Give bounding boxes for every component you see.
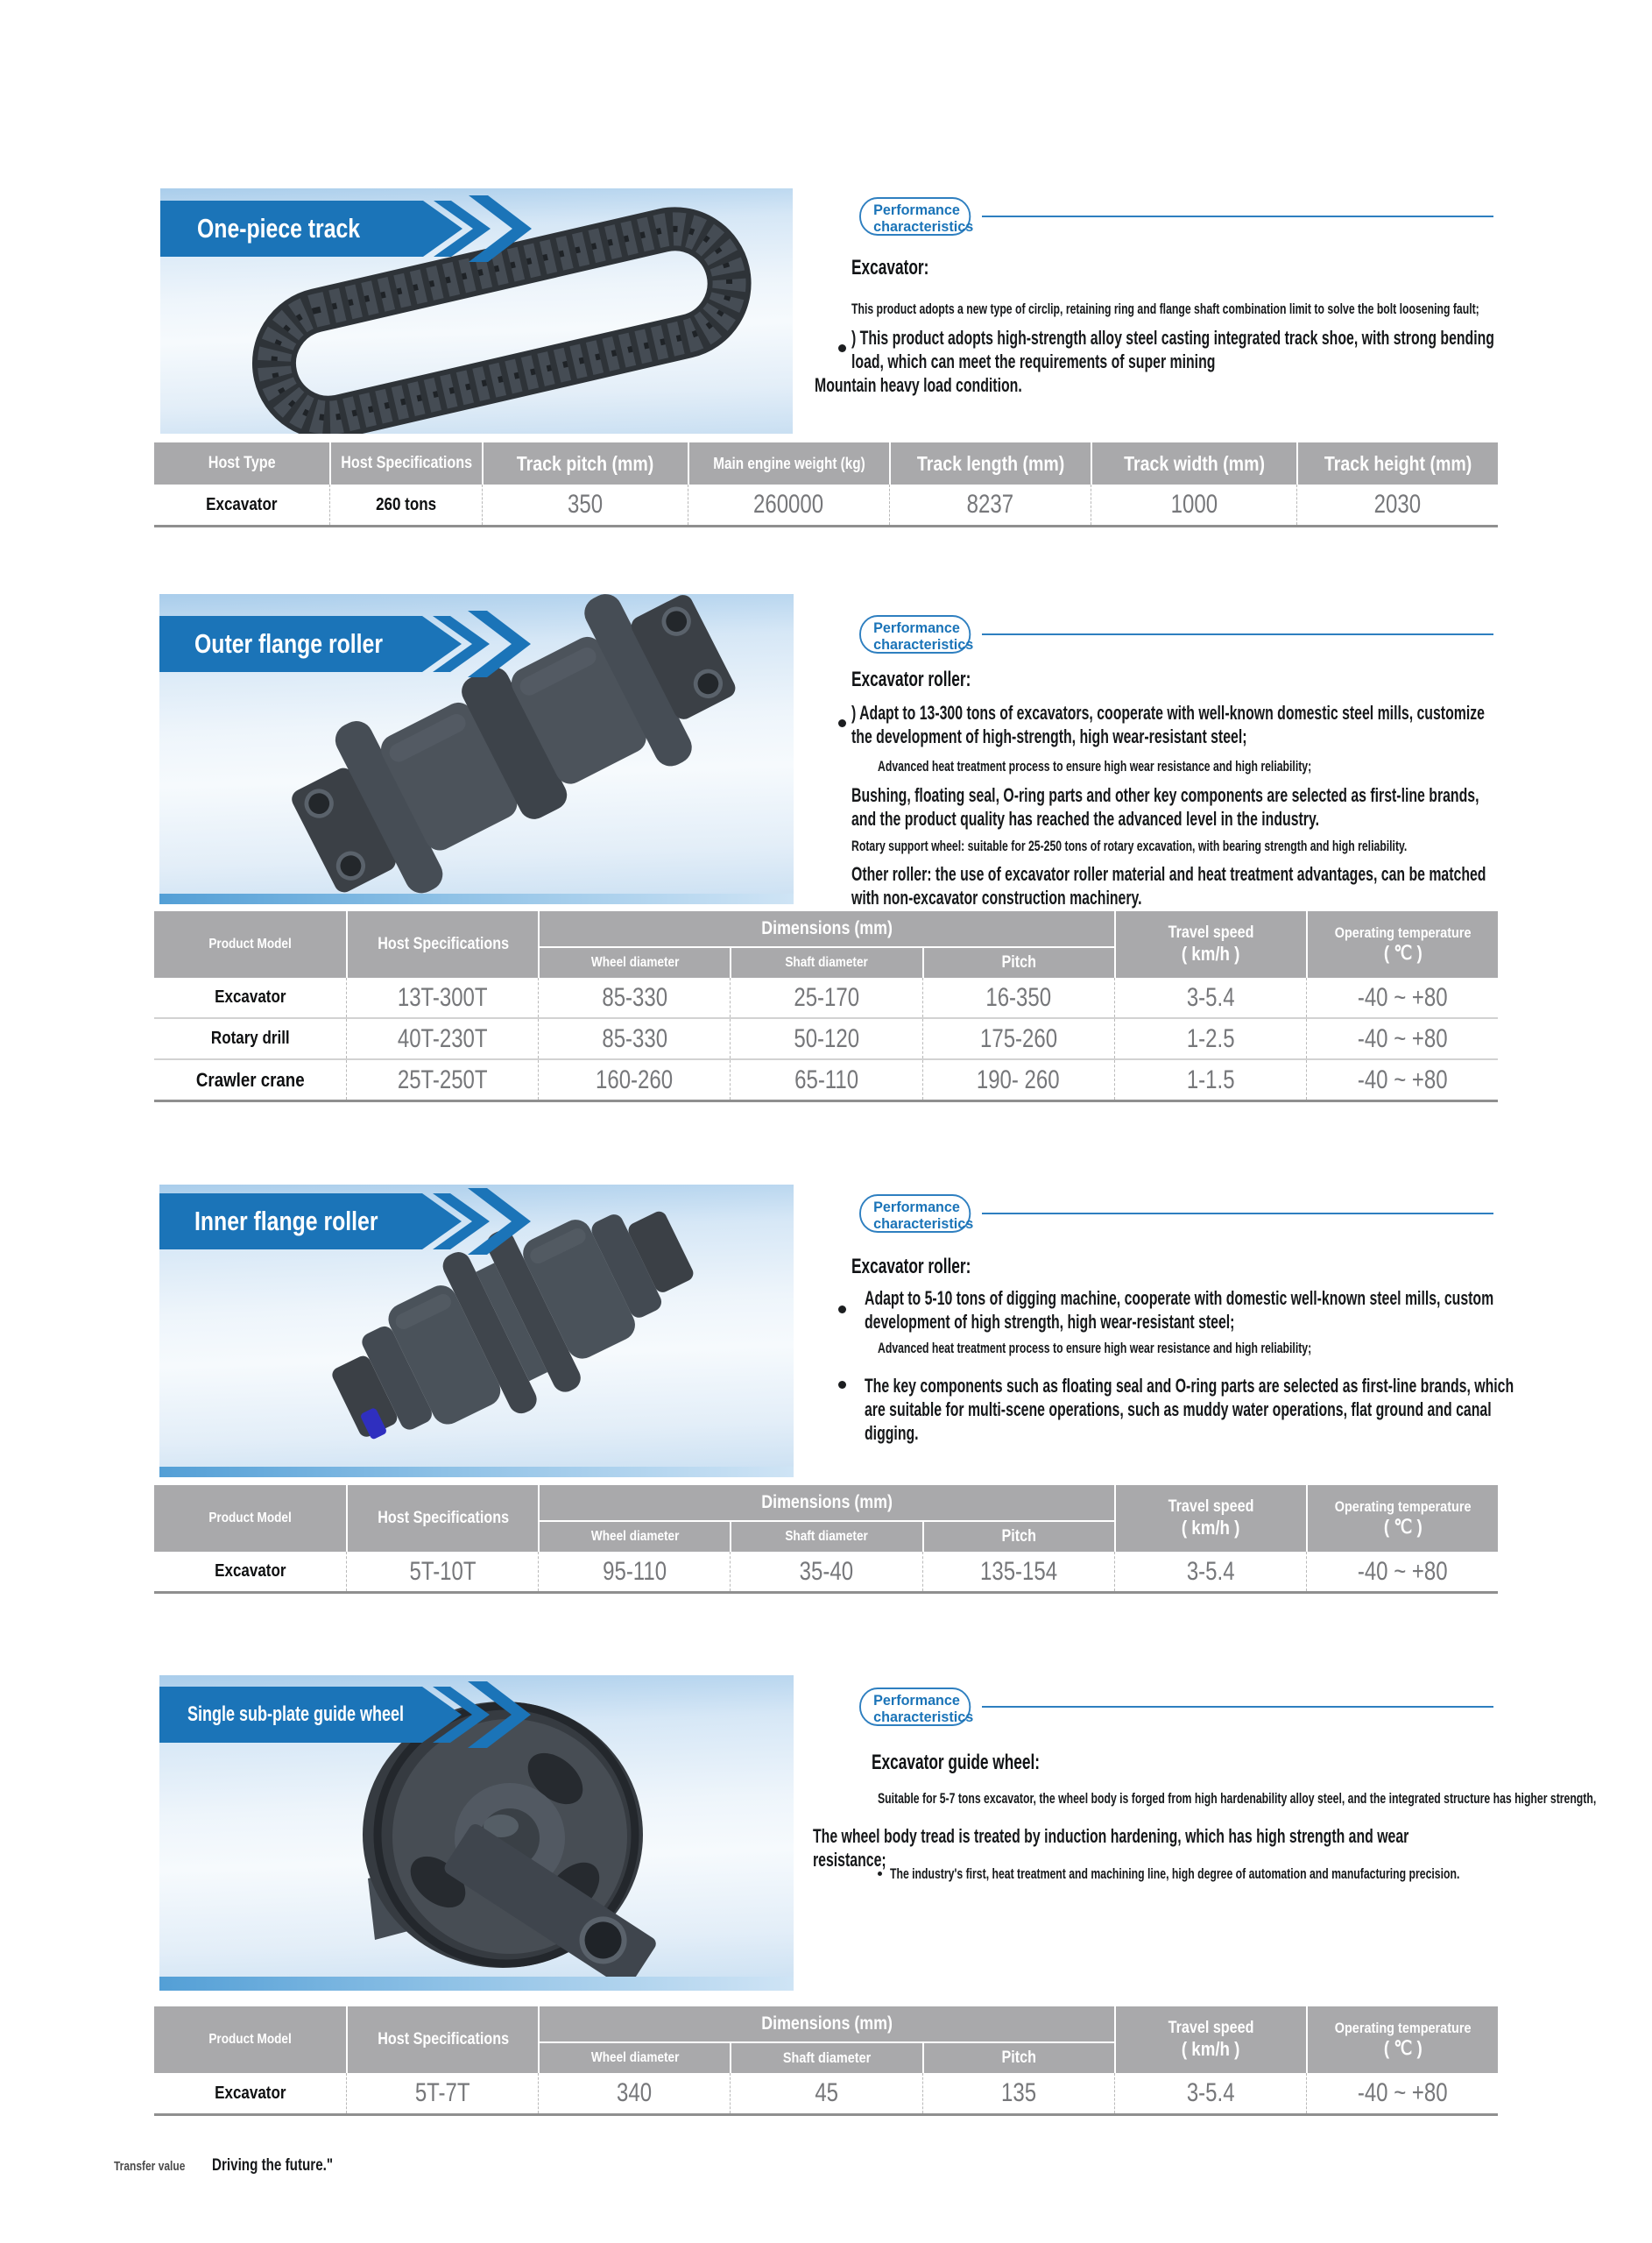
- table-cell: 95-110: [538, 1552, 730, 1591]
- table-cell: 3-5.4: [1114, 1552, 1306, 1591]
- one-piece-track-spec-table: [154, 442, 1498, 527]
- table-cell: Excavator: [206, 494, 278, 514]
- header-cell-dimensions: Dimensions (mm): [538, 2006, 1113, 2043]
- table-row: [154, 978, 1498, 1017]
- header-cell-travel-speed: Travel speed ( km/h ): [1114, 1485, 1306, 1552]
- performance-pill-4: Performance characteristics: [859, 1688, 971, 1726]
- table-cell: 85-330: [538, 978, 730, 1017]
- header-cell: Pitch: [922, 948, 1114, 978]
- table-cell: -40 ~ +80: [1306, 2073, 1498, 2113]
- section4-paragraph-2: The wheel body tread is treated by induction hardening, which has high strength and wear resistance;: [813, 1825, 1409, 1871]
- table-cell: 1000: [1091, 485, 1296, 525]
- header-cell-operating-temperature: Operating temperature ( ℃ ): [1306, 911, 1498, 978]
- section4-heading: Excavator guide wheel:: [872, 1751, 1041, 1774]
- table-cell: 13T-300T: [346, 978, 538, 1017]
- bullet-dot: [838, 719, 846, 727]
- header-cell: Shaft diameter: [730, 1522, 921, 1552]
- inner-flange-roller-spec-table: [154, 1485, 1498, 1594]
- header-cell: Track width (mm): [1091, 442, 1296, 485]
- table-cell: Excavator: [214, 2083, 286, 2103]
- card-bottom-band: [159, 1977, 794, 1991]
- table-cell: 25T-250T: [346, 1060, 538, 1100]
- table-cell: 1-2.5: [1114, 1019, 1306, 1058]
- section1-paragraph-3: Mountain heavy load condition.: [815, 374, 1022, 396]
- table-cell: 190- 260: [922, 1060, 1114, 1100]
- header-cell: Host Specifications: [346, 2006, 538, 2073]
- header-cell: Product Model: [208, 1511, 292, 1525]
- table-cell: 350: [482, 485, 688, 525]
- bullet-dot: [838, 1381, 846, 1389]
- table-header: [154, 911, 1498, 978]
- card-bottom-band: [159, 1467, 794, 1477]
- header-cell: Product Model: [208, 937, 292, 952]
- header-cell: Track pitch (mm): [482, 442, 688, 485]
- bullet-dot: [838, 1305, 846, 1313]
- section4-paragraph-3: The industry's first, heat treatment and machining line, high degree of automation and manufacturing precision.: [890, 1865, 1460, 1882]
- header-cell: Wheel diameter: [538, 1522, 730, 1552]
- table-header: [154, 2006, 1498, 2073]
- header-cell: Wheel diameter: [538, 2043, 730, 2073]
- performance-rule-2: [982, 633, 1493, 635]
- table-cell: 85-330: [538, 1019, 730, 1058]
- table-cell: 175-260: [922, 1019, 1114, 1058]
- header-cell-travel-speed: Travel speed ( km/h ): [1114, 2006, 1306, 2073]
- outer-flange-roller-banner-label: Outer flange roller: [194, 628, 383, 659]
- section3-paragraph-1: Adapt to 5-10 tons of digging machine, cooperate with domestic well-known steel mills, custom development of high strength, high wear-resistant steel;: [865, 1287, 1494, 1333]
- table-cell: 65-110: [730, 1060, 921, 1100]
- performance-pill-2: Performance characteristics: [859, 615, 971, 654]
- table-cell: 260 tons: [329, 485, 482, 525]
- table-cell: 50-120: [730, 1019, 921, 1058]
- table-cell: Excavator: [214, 987, 286, 1007]
- section2-paragraph-1: ) Adapt to 13-300 tons of excavators, cooperate with well-known domestic steel mills, customize the development of high-strength, high wear-resistant steel;: [851, 702, 1485, 747]
- table-cell: 2030: [1296, 485, 1498, 525]
- table-cell: 40T-230T: [346, 1019, 538, 1058]
- table-row: [154, 2073, 1498, 2113]
- section2-paragraph-4: Rotary support wheel: suitable for 25-250 tons of rotary excavation, with bearing strength and high reliability.: [851, 838, 1408, 854]
- section2-paragraph-2: Advanced heat treatment process to ensure high wear resistance and high reliability;: [878, 758, 1312, 775]
- section1-paragraph-2: ) This product adopts high-strength alloy steel casting integrated track shoe, with strong bending load, which can meet the requirements of super mining: [851, 327, 1494, 372]
- table-cell: -40 ~ +80: [1306, 978, 1498, 1017]
- card-bottom-band: [159, 894, 794, 904]
- header-cell-dimensions: Dimensions (mm): [538, 911, 1113, 948]
- performance-pill-1: Performance characteristics: [859, 197, 971, 236]
- inner-flange-roller-banner-label: Inner flange roller: [194, 1206, 378, 1236]
- table-cell: 340: [538, 2073, 730, 2113]
- header-cell-travel-speed: Travel speed ( km/h ): [1114, 911, 1306, 978]
- table-cell: 25-170: [730, 978, 921, 1017]
- table-cell: 5T-7T: [346, 2073, 538, 2113]
- table-header-row: [154, 442, 1498, 485]
- table-cell: -40 ~ +80: [1306, 1060, 1498, 1100]
- section4-paragraph-1: Suitable for 5-7 tons excavator, the wheel body is forged from high hardenability alloy steel, and the integrated structure has higher strength,: [878, 1790, 1597, 1807]
- table-cell: Excavator: [214, 1561, 286, 1581]
- table-cell: 135: [922, 2073, 1114, 2113]
- table-header: [154, 1485, 1498, 1552]
- header-cell: Host Specifications: [346, 911, 538, 978]
- header-cell: Shaft diameter: [730, 948, 921, 978]
- table-cell: 16-350: [922, 978, 1114, 1017]
- header-cell: Wheel diameter: [538, 948, 730, 978]
- header-cell: Main engine weight (kg): [688, 442, 889, 485]
- table-cell: Rotary drill: [210, 1029, 290, 1048]
- table-cell: 260000: [688, 485, 889, 525]
- section3-heading: Excavator roller:: [851, 1255, 971, 1278]
- table-cell: 160-260: [538, 1060, 730, 1100]
- header-cell: Product Model: [208, 2032, 292, 2047]
- header-cell: Pitch: [922, 2043, 1114, 2073]
- one-piece-track-banner-label: One-piece track: [197, 213, 361, 244]
- outer-flange-roller-spec-table: [154, 911, 1498, 1102]
- table-cell: -40 ~ +80: [1306, 1019, 1498, 1058]
- header-cell: Pitch: [922, 1522, 1114, 1552]
- footer-brand: Transfer value: [114, 2159, 186, 2174]
- table-cell: 1-1.5: [1114, 1060, 1306, 1100]
- header-cell: Track length (mm): [889, 442, 1091, 485]
- header-cell: Host Specifications: [329, 442, 482, 485]
- section3-paragraph-3: The key components such as floating seal and O-ring parts are selected as first-line brands, which are suitable for multi-scene operations, such as muddy water operations, flat ground and canal digging.: [865, 1375, 1514, 1444]
- table-cell: 8237: [889, 485, 1091, 525]
- table-row: [154, 485, 1498, 525]
- performance-rule-1: [982, 216, 1493, 217]
- table-cell: 35-40: [730, 1552, 921, 1591]
- header-cell: Shaft diameter: [730, 2043, 921, 2073]
- table-row: [154, 1058, 1498, 1100]
- section2-paragraph-5: Other roller: the use of excavator roller material and heat treatment advantages, can be matched with non-excavator construction machinery.: [851, 863, 1486, 909]
- section1-heading: Excavator:: [851, 256, 929, 279]
- header-cell: Track height (mm): [1296, 442, 1498, 485]
- section3-paragraph-2: Advanced heat treatment process to ensure high wear resistance and high reliability;: [878, 1340, 1312, 1356]
- guide-wheel-spec-table: [154, 2006, 1498, 2116]
- guide-wheel-banner-label: Single sub-plate guide wheel: [187, 1702, 405, 1726]
- table-cell: 135-154: [922, 1552, 1114, 1591]
- performance-rule-3: [982, 1213, 1493, 1214]
- header-cell: Host Type: [208, 454, 276, 472]
- performance-pill-3: Performance characteristics: [859, 1194, 971, 1233]
- header-cell-operating-temperature: Operating temperature ( ℃ ): [1306, 2006, 1498, 2073]
- table-row: [154, 1017, 1498, 1058]
- header-cell: Host Specifications: [346, 1485, 538, 1552]
- table-row: [154, 1552, 1498, 1591]
- footer-slogan: Driving the future.": [212, 2156, 334, 2175]
- table-cell: Crawler crane: [195, 1068, 305, 1091]
- header-cell-dimensions: Dimensions (mm): [538, 1485, 1113, 1522]
- section1-paragraph-1: This product adopts a new type of circlip, retaining ring and flange shaft combination limit to solve the bolt loosening fault;: [851, 301, 1479, 317]
- table-cell: 3-5.4: [1114, 2073, 1306, 2113]
- section2-paragraph-3: Bushing, floating seal, O-ring parts and other key components are selected as first-line brands, and the product quality has reached the advanced level in the industry.: [851, 784, 1479, 830]
- header-cell-operating-temperature: Operating temperature ( ℃ ): [1306, 1485, 1498, 1552]
- performance-rule-4: [982, 1706, 1493, 1708]
- table-cell: -40 ~ +80: [1306, 1552, 1498, 1591]
- table-cell: 45: [730, 2073, 921, 2113]
- bullet-dot: [878, 1872, 882, 1876]
- section2-heading: Excavator roller:: [851, 668, 971, 691]
- bullet-dot: [838, 344, 846, 352]
- table-cell: 5T-10T: [346, 1552, 538, 1591]
- table-cell: 3-5.4: [1114, 978, 1306, 1017]
